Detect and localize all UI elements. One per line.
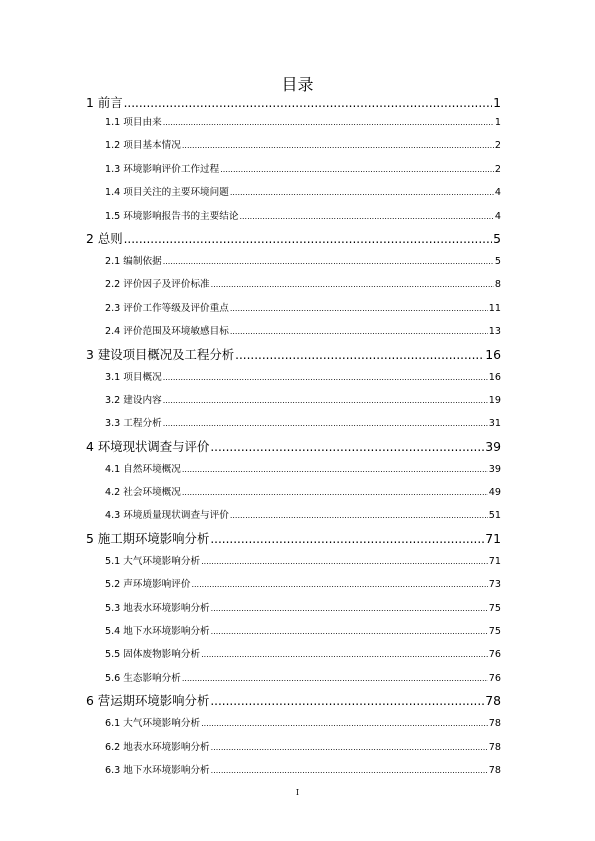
- toc-dot-leader: [211, 273, 494, 296]
- toc-section-entry[interactable]: [86, 597, 501, 620]
- toc-dot-leader: [182, 134, 494, 157]
- toc-title: 目录: [281, 75, 314, 94]
- toc-dot-leader: [201, 550, 488, 573]
- toc-section-entry[interactable]: [86, 712, 501, 735]
- toc-chapter-entry[interactable]: [86, 95, 501, 111]
- toc-entry-title: 2.1 编制依据: [105, 255, 162, 267]
- toc-entry-page-number: 71: [488, 555, 501, 567]
- toc-entry-page-number: 2: [494, 163, 501, 175]
- toc-dot-leader: [182, 667, 488, 690]
- toc-entry-page-number: 5: [493, 230, 501, 246]
- toc-dot-leader: [230, 320, 488, 343]
- toc-section-entry[interactable]: [86, 573, 501, 596]
- toc-entry-title: 2.4 评价范围及环境敏感目标: [105, 326, 229, 338]
- toc-dot-leader: [191, 573, 487, 596]
- toc-entry-page-number: 51: [488, 510, 501, 522]
- toc-entry-title: 1.5 环境影响报告书的主要结论: [105, 210, 239, 222]
- toc-entry-page-number: 76: [488, 649, 501, 661]
- toc-entry-page-number: 75: [488, 626, 501, 638]
- toc-dot-leader: [211, 597, 488, 620]
- toc-entry-title: 5.1 大气环境影响分析: [105, 555, 201, 567]
- toc-entry-page-number: 31: [488, 418, 501, 430]
- toc-section-entry[interactable]: [86, 667, 501, 690]
- toc-section-entry[interactable]: [86, 504, 501, 527]
- toc-entry-page-number: 1: [493, 95, 501, 110]
- toc-dot-leader: [210, 528, 484, 550]
- toc-entry-page-number: 2: [494, 140, 501, 152]
- page-number: I: [295, 788, 300, 797]
- toc-dot-leader: [211, 736, 488, 759]
- toc-dot-leader: [211, 620, 488, 643]
- toc-entry-page-number: 8: [494, 279, 501, 291]
- toc-entry-page-number: 49: [488, 487, 501, 499]
- toc-entry-page-number: 5: [494, 255, 501, 267]
- toc-entry-page-number: 78: [488, 718, 501, 730]
- toc-section-entry[interactable]: [86, 620, 501, 643]
- toc-entry-title: 5.4 地下水环境影响分析: [105, 626, 210, 638]
- toc-entry-page-number: 1: [494, 117, 501, 128]
- toc-entry-title: 4.2 社会环境概况: [105, 487, 181, 499]
- toc-entry-title: 5 施工期环境影响分析: [86, 530, 210, 546]
- toc-chapter-entry[interactable]: [86, 436, 501, 458]
- toc-section-entry[interactable]: [86, 205, 501, 228]
- toc-dot-leader: [163, 412, 488, 435]
- toc-section-entry[interactable]: [86, 643, 501, 666]
- toc-entry-title: 6.3 地下水环境影响分析: [105, 764, 210, 776]
- toc-dot-leader: [211, 759, 488, 782]
- toc-entry-title: 4 环境现状调查与评价: [86, 438, 210, 454]
- toc-entry-title: 1.1 项目由来: [105, 117, 162, 128]
- toc-section-entry[interactable]: [86, 366, 501, 389]
- toc-entry-page-number: 78: [488, 741, 501, 753]
- toc-dot-leader: [220, 158, 494, 181]
- table-of-contents: [86, 95, 501, 782]
- toc-entry-page-number: 16: [485, 346, 501, 362]
- toc-section-entry[interactable]: [86, 481, 501, 504]
- toc-entry-title: 5.3 地表水环境影响分析: [105, 602, 210, 614]
- toc-entry-page-number: 78: [485, 693, 501, 709]
- toc-entry-page-number: 78: [488, 764, 501, 776]
- toc-dot-leader: [163, 111, 494, 134]
- toc-dot-leader: [239, 205, 493, 228]
- toc-section-entry[interactable]: [86, 111, 501, 134]
- toc-chapter-entry[interactable]: [86, 228, 501, 250]
- toc-dot-leader: [163, 389, 488, 412]
- toc-dot-leader: [201, 712, 488, 735]
- toc-section-entry[interactable]: [86, 736, 501, 759]
- toc-dot-leader: [124, 95, 493, 111]
- toc-entry-title: 1.4 项目关注的主要环境问题: [105, 187, 229, 199]
- toc-entry-page-number: 39: [485, 438, 501, 454]
- toc-section-entry[interactable]: [86, 181, 501, 204]
- toc-entry-title: 3.2 建设内容: [105, 394, 162, 406]
- toc-chapter-entry[interactable]: [86, 690, 501, 712]
- toc-section-entry[interactable]: [86, 759, 501, 782]
- toc-entry-title: 4.1 自然环境概况: [105, 463, 181, 475]
- toc-section-entry[interactable]: [86, 550, 501, 573]
- toc-section-entry[interactable]: [86, 273, 501, 296]
- toc-entry-title: 3 建设项目概况及工程分析: [86, 346, 235, 362]
- toc-entry-title: 3.3 工程分析: [105, 418, 162, 430]
- toc-dot-leader: [235, 344, 484, 366]
- toc-entry-page-number: 73: [488, 579, 501, 591]
- toc-dot-leader: [210, 690, 484, 712]
- toc-section-entry[interactable]: [86, 412, 501, 435]
- toc-dot-leader: [210, 436, 484, 458]
- toc-entry-title: 5.5 固体废物影响分析: [105, 649, 201, 661]
- toc-entry-title: 6 营运期环境影响分析: [86, 693, 210, 709]
- toc-entry-title: 1.3 环境影响评价工作过程: [105, 163, 220, 175]
- toc-section-entry[interactable]: [86, 158, 501, 181]
- toc-entry-title: 2.3 评价工作等级及评价重点: [105, 302, 229, 314]
- toc-entry-title: 1.2 项目基本情况: [105, 140, 181, 152]
- toc-dot-leader: [230, 181, 494, 204]
- toc-entry-title: 6.2 地表水环境影响分析: [105, 741, 210, 753]
- toc-dot-leader: [163, 250, 494, 273]
- toc-section-entry[interactable]: [86, 389, 501, 412]
- toc-section-entry[interactable]: [86, 134, 501, 157]
- toc-dot-leader: [230, 297, 488, 320]
- toc-dot-leader: [163, 366, 488, 389]
- toc-entry-title: 1 前言: [86, 95, 123, 110]
- toc-chapter-entry[interactable]: [86, 344, 501, 366]
- toc-entry-title: 2 总则: [86, 230, 123, 246]
- toc-dot-leader: [182, 481, 488, 504]
- toc-chapter-entry[interactable]: [86, 528, 501, 550]
- toc-entry-page-number: 39: [488, 463, 501, 475]
- toc-entry-page-number: 16: [488, 371, 501, 383]
- toc-entry-title: 2.2 评价因子及评价标准: [105, 279, 210, 291]
- toc-entry-page-number: 4: [494, 210, 501, 222]
- toc-entry-title: 5.6 生态影响分析: [105, 672, 181, 684]
- toc-section-entry[interactable]: [86, 320, 501, 343]
- toc-entry-page-number: 13: [488, 326, 501, 338]
- toc-entry-page-number: 11: [488, 302, 501, 314]
- toc-section-entry[interactable]: [86, 297, 501, 320]
- toc-entry-page-number: 75: [488, 602, 501, 614]
- toc-entry-page-number: 19: [488, 394, 501, 406]
- toc-entry-title: 6.1 大气环境影响分析: [105, 718, 201, 730]
- toc-entry-page-number: 76: [488, 672, 501, 684]
- toc-entry-title: 4.3 环境质量现状调查与评价: [105, 510, 229, 522]
- toc-dot-leader: [124, 228, 493, 250]
- toc-dot-leader: [201, 643, 488, 666]
- toc-entry-title: 3.1 项目概况: [105, 371, 162, 383]
- toc-section-entry[interactable]: [86, 250, 501, 273]
- toc-section-entry[interactable]: [86, 458, 501, 481]
- toc-entry-page-number: 4: [494, 187, 501, 199]
- toc-entry-title: 5.2 声环境影响评价: [105, 579, 191, 591]
- toc-dot-leader: [182, 458, 488, 481]
- toc-dot-leader: [230, 504, 488, 527]
- toc-entry-page-number: 71: [485, 530, 501, 546]
